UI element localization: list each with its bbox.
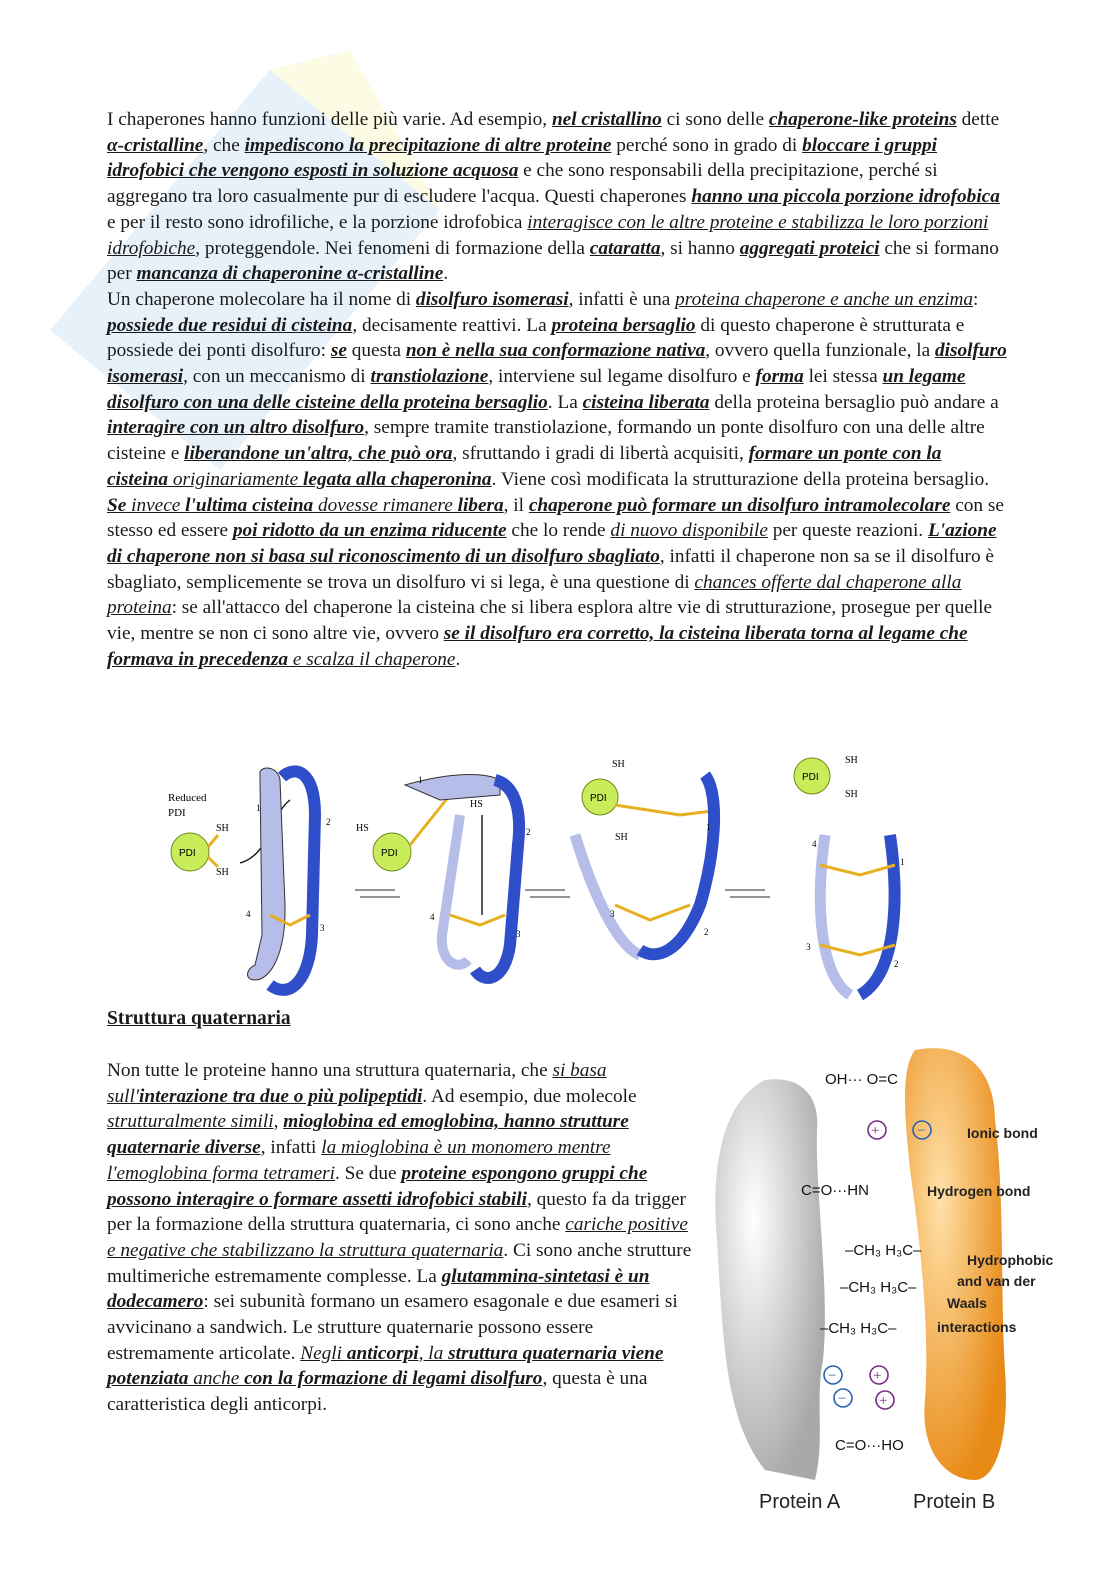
svg-text:−: − xyxy=(828,1368,837,1384)
pdi-label: PDI xyxy=(168,807,186,819)
svg-text:2: 2 xyxy=(526,827,531,837)
svg-text:+: + xyxy=(879,1393,888,1409)
text-run: la mioglobina è un monomero mentre l'emoglobina forma tetrameri xyxy=(107,1137,611,1184)
text-run: bloccare i gruppi idrofobici che vengono esposti in soluzione acquosa xyxy=(107,134,938,182)
svg-text:C=O···HO: C=O···HO xyxy=(835,1437,904,1454)
text-run: questa xyxy=(346,340,406,362)
text-run: . xyxy=(443,263,449,285)
svg-text:PDI: PDI xyxy=(802,772,819,783)
text-run: dovesse rimanere xyxy=(313,494,458,516)
svg-text:4: 4 xyxy=(812,839,817,849)
text-run: , infatti xyxy=(260,1137,322,1159)
section-heading: Struttura quaternaria xyxy=(107,1008,291,1029)
text-run: mioglobina ed emoglobina, hanno strutture quaternarie diverse xyxy=(107,1111,629,1159)
text-run: e che sono responsabili della precipitazione, perché si aggregano tra loro casualmente pur di escludere l'acqua. Questi chaperones xyxy=(107,160,938,208)
sh-label: SH xyxy=(216,823,229,834)
text-run: , xyxy=(273,1111,284,1133)
text-run: transtiolazione xyxy=(370,366,489,388)
text-run: chances offerte dal chaperone alla proteina xyxy=(107,571,962,619)
text-run: si basa sull' xyxy=(107,1060,607,1107)
text-run: della proteina bersaglio può andare a xyxy=(709,391,999,413)
text-run: che si formano per xyxy=(107,237,999,285)
svg-text:SH: SH xyxy=(615,832,628,843)
text-run: interazione tra due o più polipeptidi xyxy=(138,1085,423,1107)
svg-text:−: − xyxy=(838,1391,847,1407)
text-run: , ovvero quella funzionale, la xyxy=(705,340,935,362)
text-run: : sei subunità formano un esamero esagonale e due esameri si avvicinano a sandwich. Le strutture quaternarie possono essere estremamente articolate. xyxy=(107,1291,678,1364)
text-run: . Se due xyxy=(335,1162,402,1184)
svg-text:2: 2 xyxy=(326,817,331,827)
text-run: che lo rende xyxy=(506,520,611,542)
svg-text:1: 1 xyxy=(706,822,711,832)
text-run: invece xyxy=(126,494,186,516)
text-run: poi ridotto da un enzima riducente xyxy=(232,520,507,542)
text-run: Non tutte le proteine hanno una struttura quaternaria, che xyxy=(107,1060,553,1081)
text-run: proteine espongono gruppi che possono interagire o formare assetti idrofobici stabili xyxy=(107,1162,648,1210)
sh-label: SH xyxy=(216,867,229,878)
text-run: , sfruttando i gradi di libertà acquisiti, xyxy=(452,443,749,465)
text-run: impediscono la precipitazione di altre proteine xyxy=(244,134,612,156)
text-run: libera xyxy=(457,494,504,516)
text-run: struttura quaternaria viene potenziata xyxy=(107,1342,664,1390)
text-run: liberandone un'altra, che può ora xyxy=(184,443,453,465)
text-run: con la formazione di legami disolfuro xyxy=(244,1368,543,1390)
text-run: disolfuro isomerasi xyxy=(107,340,1007,388)
text-run: Negli xyxy=(300,1342,347,1364)
reduced-label: Reduced xyxy=(168,792,207,804)
svg-text:Ionic bond: Ionic bond xyxy=(967,1125,1038,1141)
text-run: anche xyxy=(188,1368,245,1390)
text-run: cariche positive e negative che stabilizzano la struttura quaternaria xyxy=(107,1214,688,1261)
text-run: α-cristalline xyxy=(107,134,204,156)
svg-text:3: 3 xyxy=(610,909,615,919)
text-run: , che xyxy=(203,134,245,156)
text-run: , interviene sul legame disolfuro e xyxy=(488,366,756,388)
svg-text:PDI: PDI xyxy=(590,793,607,804)
text-run: interagisce con le altre proteine e stabilizza le loro porzioni idrofobiche xyxy=(107,211,989,259)
svg-text:and van der: and van der xyxy=(957,1273,1036,1289)
text-run: , con un meccanismo di xyxy=(183,366,371,388)
text-run: L'azione di chaperone non si basa sul riconoscimento di un disolfuro sbagliato xyxy=(107,520,997,567)
text-run: di nuovo disponibile xyxy=(610,520,768,542)
svg-text:−: − xyxy=(917,1123,926,1139)
text-run: interagire con un altro disolfuro xyxy=(107,417,365,439)
svg-text:PDI: PDI xyxy=(381,848,398,859)
text-run: , questo fa da trigger per la formazione della struttura quaternaria, ci sono anche xyxy=(107,1188,686,1236)
text-run: , il xyxy=(503,494,529,516)
svg-text:OH··· O=C: OH··· O=C xyxy=(825,1071,898,1088)
svg-text:1: 1 xyxy=(900,857,905,867)
text-run: dette xyxy=(956,109,1000,130)
text-run: , decisamente reattivi. La xyxy=(352,314,552,336)
text-run: : se all'attacco del chaperone la cisteina che si libera esplora altre vie di strutturazione, prosegue per quelle vie, mentre se non ci sono altre vie, ovvero xyxy=(107,597,993,645)
text-run: , proteggendole. Nei fenomeni di formazione della xyxy=(195,237,590,259)
svg-text:SH: SH xyxy=(612,759,625,770)
protein-a-label: Protein A xyxy=(759,1491,841,1513)
text-run: proteina chaperone e anche un enzima xyxy=(675,288,974,310)
text-run: strutturalmente simili xyxy=(107,1111,274,1133)
text-run: . Ad esempio, due molecole xyxy=(422,1085,637,1107)
text-run: glutammina-sintetasi è un dodecamero xyxy=(107,1265,650,1313)
svg-text:+: + xyxy=(873,1368,882,1384)
text-run: formare un ponte con la cisteina xyxy=(107,443,942,490)
svg-text:–CH₃ H₃C–: –CH₃ H₃C– xyxy=(840,1279,917,1296)
text-run: lei stessa xyxy=(803,366,883,388)
text-run: Un chaperone molecolare ha il nome di xyxy=(107,288,416,310)
text-run: . xyxy=(455,648,461,670)
text-run: mancanza di chaperonine α-cristalline xyxy=(136,263,444,285)
svg-text:HS: HS xyxy=(470,799,483,810)
svg-text:+: + xyxy=(871,1123,880,1139)
text-run: chaperone può formare un disolfuro intramolecolare xyxy=(528,494,951,516)
pdi-mechanism-diagram xyxy=(160,755,920,1005)
text-run: non è nella sua conformazione nativa xyxy=(405,340,706,362)
text-run: e scalza il chaperone xyxy=(288,648,456,670)
text-run: , si hanno xyxy=(660,237,740,259)
text-run: cisteina liberata xyxy=(582,391,710,413)
text-run: . La xyxy=(547,391,583,413)
chaperone-paragraph xyxy=(107,107,1007,672)
svg-text:2: 2 xyxy=(704,927,709,937)
text-run: forma xyxy=(755,366,804,388)
text-run: . Viene così modificata la strutturazione della proteina bersaglio. xyxy=(491,468,990,490)
text-run: cataratta xyxy=(589,237,661,259)
svg-text:SH: SH xyxy=(845,789,858,800)
text-run: , sempre tramite transtiolazione, formando un ponte disolfuro con una delle altre cisteine e xyxy=(107,417,985,465)
svg-text:1: 1 xyxy=(256,803,261,813)
text-run: . Ci sono anche strutture multimeriche estremamente complesse. La xyxy=(107,1239,692,1287)
quaternary-paragraph xyxy=(107,1058,697,1418)
svg-text:3: 3 xyxy=(806,942,811,952)
svg-text:Waals: Waals xyxy=(947,1295,987,1311)
text-run: proteina bersaglio xyxy=(551,314,696,336)
svg-text:Hydrogen bond: Hydrogen bond xyxy=(927,1183,1031,1199)
text-run: Se xyxy=(107,494,127,516)
protein-a-shape xyxy=(715,1079,825,1480)
text-run: disolfuro isomerasi xyxy=(415,288,569,310)
svg-text:4: 4 xyxy=(430,912,435,922)
text-run: per queste reazioni. xyxy=(767,520,928,542)
svg-text:C=O···HN: C=O···HN xyxy=(801,1182,869,1199)
svg-text:Hydrophobic: Hydrophobic xyxy=(967,1252,1054,1268)
svg-text:–CH₃ H₃C–: –CH₃ H₃C– xyxy=(820,1320,897,1337)
text-run: se il disolfuro era corretto, la cisteina liberata torna al legame che formava in precedenza xyxy=(107,623,968,670)
svg-text:4: 4 xyxy=(246,909,251,919)
text-run: anticorpi xyxy=(346,1342,419,1364)
text-run: perché sono in grado di xyxy=(611,134,803,156)
text-run: legata alla chaperonina xyxy=(303,468,492,490)
svg-text:–CH₃ H₃C–: –CH₃ H₃C– xyxy=(845,1242,922,1259)
text-run: e per il resto sono idrofiliche, e la porzione idrofobica xyxy=(107,211,528,233)
text-run: l'ultima cisteina xyxy=(185,494,314,516)
protein-interaction-figure xyxy=(705,1040,1085,1530)
text-run: aggregati proteici xyxy=(739,237,880,259)
text-run: , questa è una caratteristica degli anticorpi. xyxy=(107,1368,648,1416)
text-run: ci sono delle xyxy=(661,109,769,130)
text-run: hanno una piccola porzione idrofobica xyxy=(691,186,1000,208)
svg-text:3: 3 xyxy=(320,923,325,933)
text-run: , la xyxy=(418,1342,449,1364)
svg-text:3: 3 xyxy=(516,929,521,939)
svg-text:HS: HS xyxy=(356,823,369,834)
text-run: se xyxy=(330,340,347,362)
svg-text:interactions: interactions xyxy=(937,1319,1017,1335)
pdi-text: PDI xyxy=(179,848,196,859)
text-run: possiede due residui di cisteina xyxy=(107,314,353,336)
svg-text:2: 2 xyxy=(894,959,899,969)
text-run: un legame disolfuro con una delle cisteine della proteina bersaglio xyxy=(107,366,966,413)
text-run: originariamente xyxy=(168,468,304,490)
text-run: chaperone-like proteins xyxy=(768,109,957,130)
text-run: di questo chaperone è strutturata e possiede dei ponti disolfuro: xyxy=(107,314,965,362)
text-run: con se stesso ed essere xyxy=(107,494,1004,542)
text-run: : xyxy=(973,288,979,310)
text-run: , infatti il chaperone non sa se il disolfuro è sbagliato, semplicemente se trova un disolfuro vi si lega, è una questione di xyxy=(107,545,994,593)
svg-text:1: 1 xyxy=(418,775,423,785)
svg-text:SH: SH xyxy=(845,755,858,766)
text-run: nel cristallino xyxy=(551,109,662,130)
text-run: , infatti è una xyxy=(568,288,676,310)
text-run: I chaperones hanno funzioni delle più varie. Ad esempio, xyxy=(107,109,552,130)
protein-b-label: Protein B xyxy=(913,1491,996,1513)
